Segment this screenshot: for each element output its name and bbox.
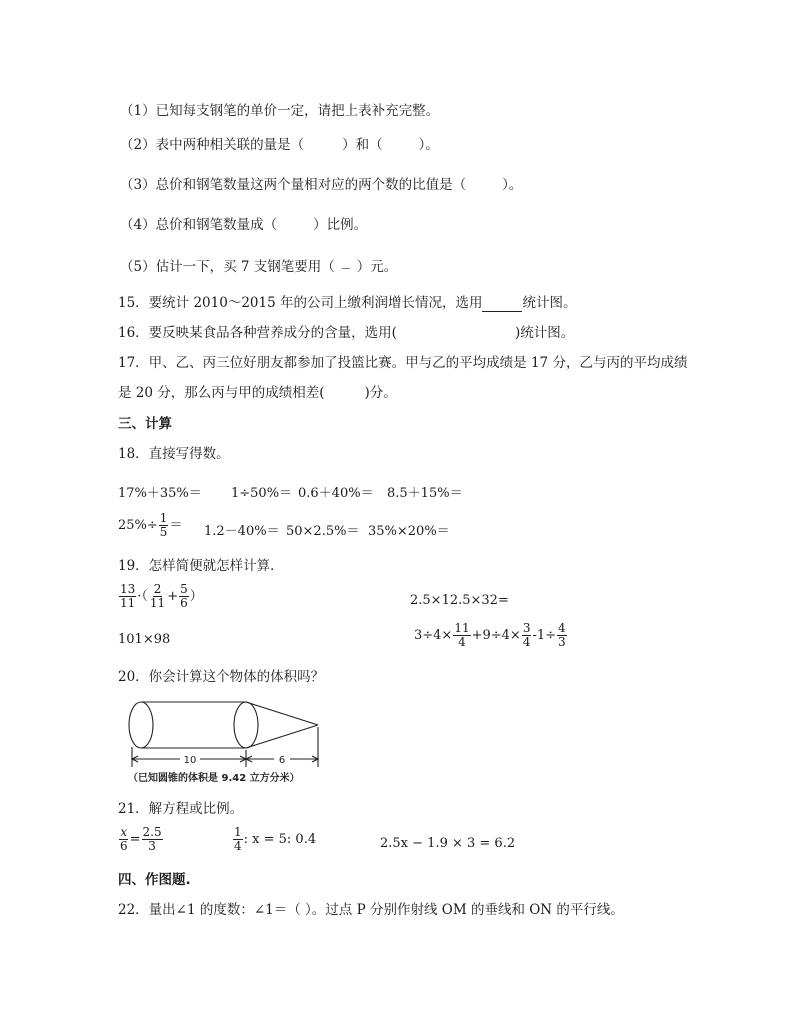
q22-text: 22．量出∠1 的度数：∠1＝（ ）。过点 P 分别作射线 OM 的垂线和 ON 的平行线。: [118, 902, 624, 918]
fraction: $\frac{1}{5}$: [159, 511, 168, 539]
q21-eq-2: $\frac{1}{4}$ : x = 5: 0.4: [234, 825, 317, 853]
q19-expr-2: 2.5×12.5×32=: [410, 593, 509, 608]
section-3-heading: 三、计算: [118, 416, 172, 432]
q18-item-5: 25%÷ $\frac{1}{5}$ ＝: [118, 511, 183, 539]
section-4-heading: 四、作图题.: [118, 872, 191, 888]
q14-part3: （3）总价和钢笔数量这两个量相对应的两个数的比值是（ ）。: [120, 177, 523, 193]
q15-text: 15．要统计 2010～2015 年的公司上缴利润增长情况，选用 统计图。: [118, 295, 577, 311]
q18-item-6: 1.2－40%＝: [204, 524, 280, 539]
q14-part4: （4）总价和钢笔数量成（ ）比例。: [120, 217, 368, 233]
q14-part1: （1）已知每支钢笔的单价一定，请把上表补充完整。: [120, 103, 440, 119]
q17-line2: 是 20 分，那么丙与甲的成绩相差( )分。: [118, 385, 397, 401]
q20-title: 20．你会计算这个物体的体积吗？: [118, 669, 325, 685]
q18-item-8: 35%×20%＝: [368, 524, 450, 539]
q15-answer-blank[interactable]: [482, 297, 522, 312]
q19-expr-4: 3÷4× $\frac{11}{4}$ +9÷4× $\frac{3}{4}$ -1÷ $\frac{4}{3}$: [414, 621, 566, 649]
cylinder-left-end: [129, 702, 153, 748]
q18-item-7: 50×2.5%＝: [286, 524, 360, 539]
q18-item-2: 1÷50%＝: [231, 486, 293, 501]
q21-title: 21．解方程或比例。: [118, 801, 244, 817]
q18-item-3: 0.6＋40%＝: [298, 486, 374, 501]
dimension-label-10: 10: [183, 755, 197, 766]
q21-eq-3: 2.5x − 1.9 × 3 = 6.2: [380, 836, 516, 851]
q18-title: 18．直接写得数。: [118, 446, 230, 462]
cylinder-cone-figure: [118, 695, 338, 791]
q19-expr-1: $\frac{13}{11}$ ·（ $\frac{2}{11}$ + $\frac{5}{6}$ ）: [120, 582, 203, 610]
q17-line1: 17．甲、乙、丙三位好朋友都参加了投篮比赛。甲与乙的平均成绩是 17 分，乙与丙的平均成绩: [118, 355, 688, 371]
q19-expr-3: 101×98: [118, 632, 171, 647]
dimension-label-6: 6: [278, 755, 286, 766]
q18-item-1: 17%＋35%＝: [118, 486, 202, 501]
q19-title: 19．怎样简便就怎样计算．: [118, 558, 284, 574]
q21-eq-1: $\frac{x}{6}$ = $\frac{2.5}{3}$: [120, 825, 162, 853]
q16-text: 16．要反映某食品各种营养成分的含量，选用( )统计图。: [118, 325, 575, 341]
q14-part5: （5）估计一下，买 7 支钢笔要用（ — ）元。: [120, 259, 398, 275]
q18-item-4: 8.5＋15%＝: [387, 486, 463, 501]
figure-caption: （已知圆锥的体积是 9.42 立方分米）: [128, 773, 300, 784]
cylinder-right-end: [234, 702, 258, 748]
q14-part2: （2）表中两种相关联的量是（ ）和（ ）。: [120, 137, 439, 153]
